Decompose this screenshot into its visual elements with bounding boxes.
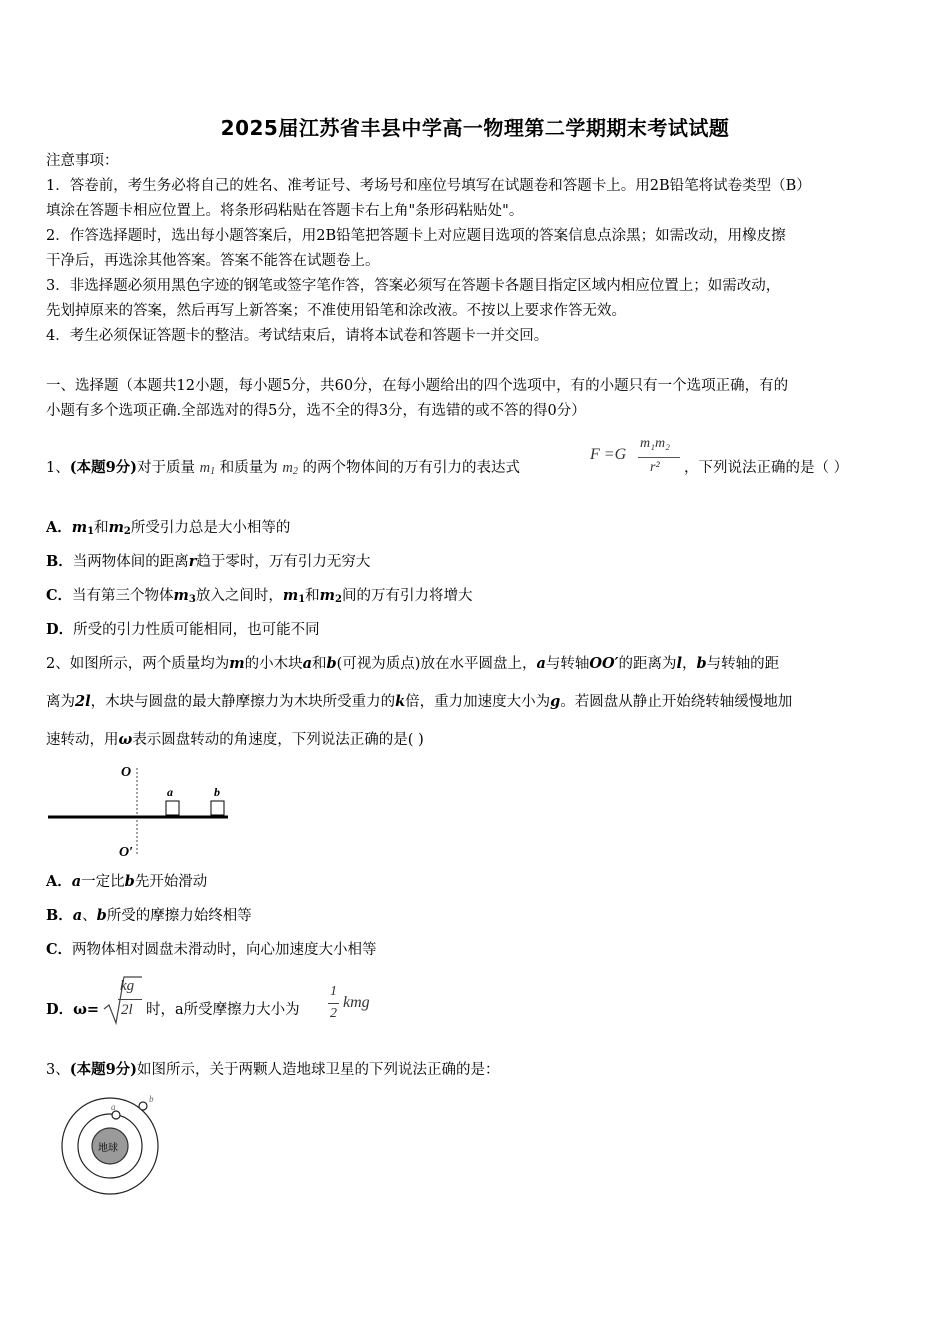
axis-label-top: O (121, 765, 132, 780)
satellite-a-label: a (111, 1102, 116, 1112)
option-1c: C．当有第三个物体$m_3$放入之间时，$m_1$和$m_2$间的万有引力将增大 (46, 587, 473, 605)
notice-line: 先划掉原来的答案，然后再写上新答案；不准使用铅笔和涂改液。不按以上要求作答无效。 (46, 303, 626, 319)
section-heading-cont: 小题有多个选项正确.全部选对的得5分，选不全的得3分，有选错的或不答的得0分） (46, 403, 586, 419)
notice-line: 2．作答选择题时，选出每小题答案后，用2B铅笔把答题卡上对应题目选项的答案信息点涂黑；如需改动，用橡皮擦 (46, 228, 786, 244)
question-2-line-2: 离为2l，木块与圆盘的最大静摩擦力为木块所受重力的k倍，重力加速度大小为g。若圆盘从静止开始绕转轴缓慢地加 (46, 693, 793, 710)
option-1d: D．所受的引力性质可能相同，也可能不同 (46, 621, 320, 638)
block-b (211, 801, 224, 815)
fraction-bar (638, 457, 680, 458)
notice-line: 1．答卷前，考生务必将自己的姓名、准考证号、考场号和座位号填写在试题卷和答题卡上。用2B铅笔将试卷类型（B） (46, 178, 811, 194)
option-2d-label: D．ω= (46, 1001, 100, 1018)
kmg-term: kmg (343, 994, 370, 1011)
question-2-line-1: 2、如图所示，两个质量均为m的小木块a和b(可视为质点)放在水平圆盘上，a与转轴OO′的距离为l，b与转轴的距 (46, 655, 780, 672)
satellite-a (112, 1111, 120, 1119)
sqrt-fraction-bar (118, 999, 142, 1000)
block-a (166, 801, 179, 815)
gravitation-formula-numerator: m₁m₂ (640, 436, 670, 451)
half-fraction-bar (328, 1003, 339, 1004)
satellite-b-label: b (149, 1094, 154, 1104)
page-title: 2025届江苏省丰县中学高一物理第二学期期末考试试题 (220, 116, 730, 140)
sqrt-numerator: kg (120, 978, 135, 994)
disk-figure (45, 760, 235, 860)
notice-line: 干净后，再选涂其他答案。答案不能答在试题卷上。 (46, 253, 380, 269)
question-2-line-3: 速转动，用ω表示圆盘转动的角速度，下列说法正确的是( ) (46, 731, 424, 748)
gravitation-formula-lhs: F =G (590, 446, 627, 463)
notice-line: 4．考生必须保证答题卡的整洁。考试结束后，请将本试卷和答题卡一并交回。 (46, 328, 549, 344)
notice-line: 3．非选择题必须用黑色字迹的钢笔或签字笔作答，答案必须写在答题卡各题目指定区域内相应位置上；如需改动， (46, 278, 781, 294)
notice-heading: 注意事项： (46, 153, 119, 169)
option-2b: B．a、b所受的摩擦力始终相等 (46, 907, 252, 924)
sqrt-denominator: 2l (121, 1002, 133, 1018)
earth-label: 地球 (98, 1143, 118, 1154)
satellite-figure (55, 1090, 175, 1200)
satellite-b (139, 1102, 147, 1110)
half-denominator: 2 (330, 1006, 337, 1021)
axis-label-bottom: O′ (119, 845, 134, 860)
notice-line: 填涂在答题卡相应位置上。将条形码粘贴在答题卡右上角"条形码粘贴处"。 (46, 203, 524, 219)
block-b-label: b (214, 785, 220, 799)
option-1a: A．$m_1$和$m_2$所受引力总是大小相等的 (46, 519, 291, 537)
option-1b: B．当两物体间的距离r趋于零时，万有引力无穷大 (46, 553, 371, 570)
block-a-label: a (167, 785, 173, 799)
option-2d-text: 时，a所受摩擦力大小为 (146, 1002, 300, 1018)
half-numerator: 1 (330, 984, 337, 999)
question-3-stem: 3、(本题9分)如图所示，关于两颗人造地球卫星的下列说法正确的是： (46, 1061, 500, 1078)
section-heading: 一、选择题（本题共12小题，每小题5分，共60分，在每小题给出的四个选项中，有的小题只有一个选项正确，有的 (46, 378, 789, 394)
option-2a: A．a一定比b先开始滑动 (46, 873, 208, 890)
option-2c: C．两物体相对圆盘未滑动时，向心加速度大小相等 (46, 941, 377, 958)
question-1-stem: 1、(本题9分)对于质量 $m_1$ 和质量为 $m_2$ 的两个物体间的万有引力的表达式 (46, 459, 520, 477)
question-1-stem-end: ，下列说法正确的是（ ） (684, 460, 849, 476)
gravitation-formula-denominator: r² (650, 460, 660, 475)
